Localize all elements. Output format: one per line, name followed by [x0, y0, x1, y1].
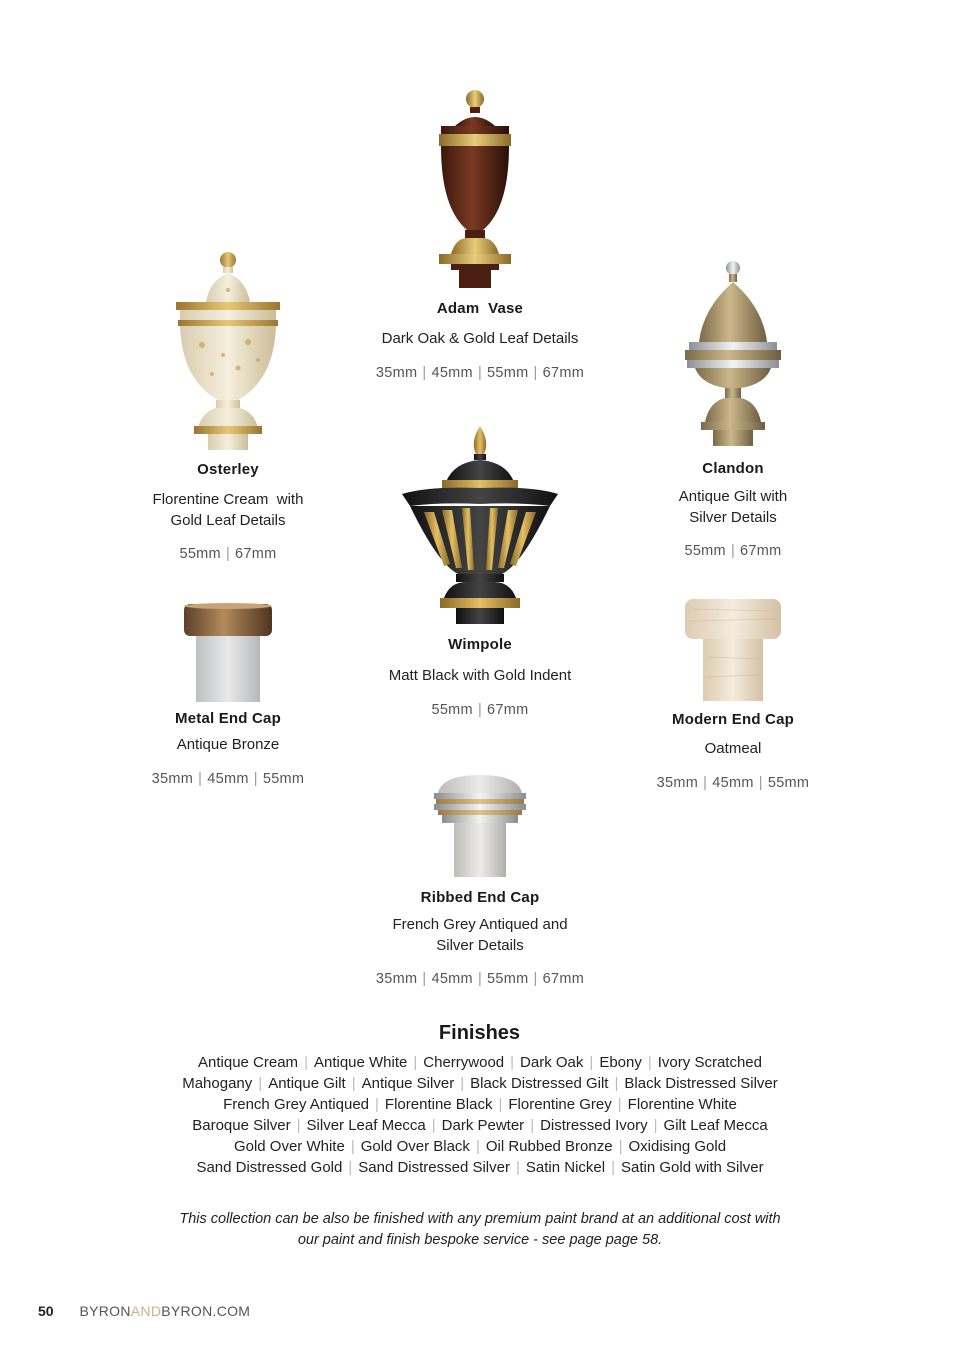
bespoke-finish-note: This collection can be also be finished with any premium paint brand at an additional cost with our paint and finish bespoke service - see page page 58.: [179, 1211, 781, 1248]
product-sizes: 55mm | 67mm: [179, 546, 277, 562]
product-name: Metal End Cap: [175, 710, 281, 727]
product-sizes: 35mm | 45mm | 55mm: [151, 771, 305, 787]
clandon-finial-image: [675, 258, 791, 446]
product-description: Florentine Cream with Gold Leaf Details: [152, 491, 304, 529]
finishes-line: French Grey Antiqued | Florentine Black | Florentine Grey | Florentine White: [223, 1096, 737, 1113]
product-adam-vase: [330, 88, 630, 381]
product-sizes: 35mm | 45mm | 55mm: [656, 775, 810, 791]
product-modern-end-cap: [633, 597, 833, 791]
finishes-line: Antique Cream | Antique White | Cherrywood | Dark Oak | Ebony | Ivory Scratched: [198, 1054, 762, 1071]
website-link[interactable]: BYRONANDBYRON.COM: [79, 1303, 251, 1319]
modern-end-cap-image: [683, 597, 783, 701]
metal-end-cap-image: [180, 602, 276, 702]
product-description: Matt Black with Gold Indent: [388, 667, 572, 684]
adam-vase-finial-image: [425, 88, 535, 290]
product-sizes: 55mm | 67mm: [684, 543, 782, 559]
finishes-heading: Finishes: [438, 1022, 521, 1044]
product-ribbed-end-cap: [330, 773, 630, 987]
product-description: Dark Oak & Gold Leaf Details: [381, 330, 579, 347]
product-sizes: 35mm | 45mm | 55mm | 67mm: [375, 971, 585, 987]
product-description: Antique Bronze: [176, 736, 280, 753]
product-name: Osterley: [197, 461, 259, 478]
product-metal-end-cap: [128, 602, 328, 787]
product-description: French Grey Antiqued and Silver Details: [392, 916, 568, 954]
finishes-line: Baroque Silver | Silver Leaf Mecca | Dark Pewter | Distressed Ivory | Gilt Leaf Mecca: [192, 1117, 768, 1134]
product-name: Clandon: [702, 460, 764, 477]
finishes-line: Sand Distressed Gold | Sand Distressed Silver | Satin Nickel | Satin Gold with Silver: [196, 1159, 764, 1176]
product-name: Wimpole: [448, 636, 512, 653]
wimpole-finial-image: [398, 424, 562, 624]
product-wimpole: [330, 424, 630, 718]
product-description: Antique Gilt with Silver Details: [678, 488, 788, 526]
page-footer: [38, 1303, 250, 1319]
product-clandon: [633, 258, 833, 559]
finishes-line: Mahogany | Antique Gilt | Antique Silver | Black Distressed Gilt | Black Distressed Silver: [182, 1075, 778, 1092]
product-name: Adam Vase: [436, 300, 524, 317]
finishes-list: [150, 1052, 810, 1178]
product-sizes: 55mm | 67mm: [431, 702, 529, 718]
page-number: 50: [38, 1303, 54, 1319]
product-name: Modern End Cap: [672, 711, 794, 728]
finishes-line: Gold Over White | Gold Over Black | Oil Rubbed Bronze | Oxidising Gold: [233, 1138, 727, 1155]
osterley-finial-image: [168, 250, 288, 450]
product-sizes: 35mm | 45mm | 55mm | 67mm: [375, 365, 585, 381]
product-name: Ribbed End Cap: [420, 889, 540, 906]
product-description: Oatmeal: [704, 740, 762, 757]
ribbed-end-cap-image: [430, 773, 530, 877]
product-osterley: [128, 250, 328, 562]
